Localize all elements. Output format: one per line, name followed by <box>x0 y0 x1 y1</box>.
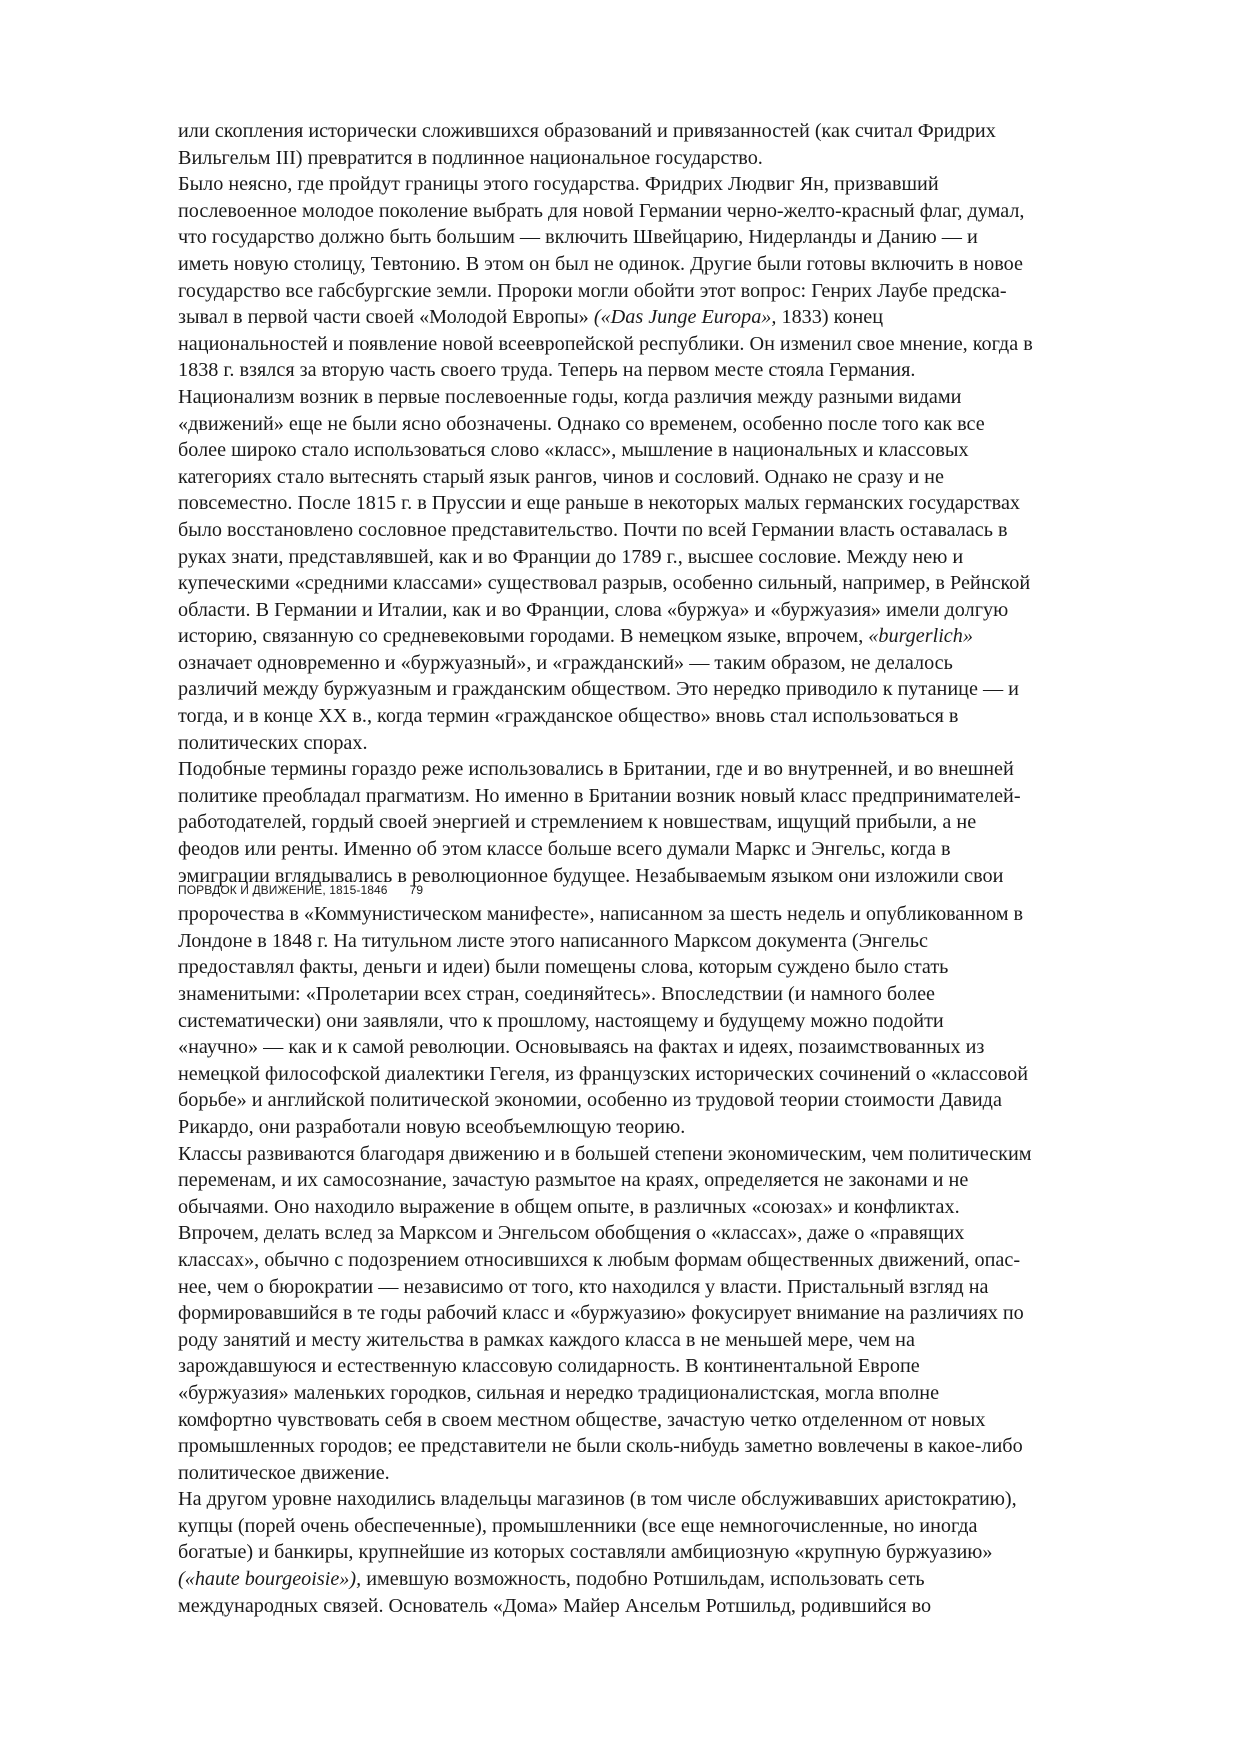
text-segment: зывал в первой части своей «Молодой Европы» <box>178 306 594 329</box>
text-block-bottom <box>178 901 1158 1619</box>
text-line: «движений» еще не были ясно обозначены. Однако со временем, особенно после того как все <box>178 412 985 435</box>
text-line: зарождавшуюся и естественную классовую солидарность. В континентальной Европе <box>178 1355 920 1378</box>
text-line: политическое движение. <box>178 1461 390 1484</box>
text-line: роду занятий и месту жительства в рамках каждого класса в не меньшей мере, чем на <box>178 1328 915 1351</box>
text-line: классах», обычно с подозрением относившихся к любым формам общественных движений, опас- <box>178 1248 1021 1271</box>
text-line: купцы (порей очень обеспеченные), промышленники (все еще немногочисленные, но иногда <box>178 1514 978 1537</box>
text-line: немецкой философской диалектики Гегеля, из французских исторических сочинений о «классовой <box>178 1062 1029 1085</box>
text-line <box>178 1566 1158 1593</box>
text-line: повсеместно. После 1815 г. в Пруссии и еще раньше в некоторых малых германских государствах <box>178 492 1020 515</box>
text-line: или скопления исторически сложившихся образований и привязанностей (как считал Фридрих <box>178 120 996 142</box>
document-page <box>178 118 1158 1619</box>
text-line: Национализм возник в первые послевоенные годы, когда различия между разными видами <box>178 385 962 408</box>
text-line: комфортно чувствовать себя в своем местном обществе, зачастую четко отделенном от новых <box>178 1408 986 1431</box>
text-line: формировавшийся в те годы рабочий класс и «буржуазию» фокусирует внимание на различиях по <box>178 1302 1024 1325</box>
text-line: области. В Германии и Италии, как и во Франции, слова «буржуа» и «буржуазия» имели долгую <box>178 598 1009 621</box>
text-line: что государство должно быть большим — включить Швейцарию, Нидерланды и Данию — и <box>178 226 978 249</box>
text-line: означает одновременно и «буржуазный», и «гражданский» — таким образом, не делалось <box>178 651 953 674</box>
text-line: послевоенное молодое поколение выбрать для новой Германии черно-желто-красный флаг, думал, <box>178 199 1025 222</box>
text-line: знаменитыми: «Пролетарии всех стран, соединяйтесь». Впоследствии (и намного более <box>178 983 935 1005</box>
text-line: государство все габсбургские земли. Пророки могли обойти этот вопрос: Генрих Лаубе предска- <box>178 279 1007 302</box>
text-line: «буржуазия» маленьких городков, сильная и нередко традиционалистская, могла вполне <box>178 1381 940 1404</box>
text-line: купеческими «средними классами» существовал разрыв, особенно сильный, например, в Рейнской <box>178 572 1031 595</box>
text-line: Рикардо, они разработали новую всеобъемлющую теорию. <box>178 1115 686 1138</box>
text-line: Вильгельм III) превратится в подлинное национальное государство. <box>178 146 763 169</box>
text-block-top <box>178 118 1158 889</box>
text-line: предоставлял факты, деньги и идеи) были помещены слова, которым суждено было стать <box>178 956 949 979</box>
text-line: иметь новую столицу, Тевтонию. В этом он был не одинок. Другие были готовы включить в новое <box>178 252 1023 275</box>
text-line: 1838 г. взялся за вторую часть своего труда. Теперь на первом месте стояла Германия. <box>178 359 916 382</box>
text-line: систематически) они заявляли, что к прошлому, настоящему и будущему можно подойти <box>178 1009 944 1032</box>
text-line: руках знати, представлявшей, как и во Франции до 1789 г., высшее сословие. Между нею и <box>178 545 964 568</box>
text-line: Впрочем, делать вслед за Марксом и Энгельсом обобщения о «классах», даже о «правящих <box>178 1222 965 1245</box>
text-line: пророчества в «Коммунистическом манифесте», написанном за шесть недель и опубликованном в <box>178 903 1024 926</box>
text-line: категориях стало вытеснять старый язык рангов, чинов и сословий. Однако не сразу и не <box>178 465 944 488</box>
text-line: было восстановлено сословное представительство. Почти по всей Германии власть оставалась в <box>178 518 1008 541</box>
text-line: тогда, и в конце XX в., когда термин «гражданское общество» вновь стал использоваться в <box>178 705 959 728</box>
text-line: богатые) и банкиры, крупнейшие из которых составляли амбициозную «крупную буржуазию» <box>178 1541 993 1564</box>
text-line: промышленных городов; ее представители не были сколь-нибудь заметно вовлечены в какое-либо <box>178 1435 1023 1458</box>
italic-term: «burgerlich» <box>868 625 973 648</box>
text-line: более широко стало использоваться слово «класс», мышление в национальных и классовых <box>178 439 969 462</box>
text-line: эмиграции вглядывались в революционное будущее. Незабываемым языком они изложили свои <box>178 864 1004 887</box>
text-segment: 1833) конец <box>776 306 884 329</box>
text-line <box>178 623 1158 650</box>
text-line: международных связей. Основатель «Дома» Майер Ансельм Ротшильд, родившийся во <box>178 1594 932 1617</box>
text-line: Лондоне в 1848 г. На титульном листе этого написанного Марксом документа (Энгельс <box>178 929 928 952</box>
text-line: Подобные термины гораздо реже использовались в Британии, где и во внутренней, и во внешней <box>178 758 1014 781</box>
italic-term: («haute bourgeoisie»), <box>178 1568 362 1591</box>
text-line: борьбе» и английской политической экономии, особенно из трудовой теории стоимости Давида <box>178 1089 1002 1112</box>
text-line: политике преобладал прагматизм. Но именно в Британии возник новый класс предпринимателей- <box>178 784 1021 807</box>
running-head-title: ПОРВДОК И ДВИЖЕНИЕ, 1815-1846 <box>178 883 388 898</box>
text-line: нее, чем о бюрократии — независимо от того, кто находился у власти. Пристальный взгляд на <box>178 1275 989 1298</box>
text-segment: историю, связанную со средневековыми городами. В немецком языке, впрочем, <box>178 625 869 648</box>
italic-title: («Das Junge Europa», <box>593 306 777 329</box>
text-line: Классы развиваются благодаря движению и в большей степени экономическим, чем политическим <box>178 1142 1032 1165</box>
text-line: политических спорах. <box>178 731 368 754</box>
text-line: «научно» — как и к самой революции. Основываясь на фактах и идеях, позаимствованных из <box>178 1036 985 1059</box>
text-line: На другом уровне находились владельцы магазинов (в том числе обслуживавших аристократию), <box>178 1488 1017 1511</box>
text-line: феодов или ренты. Именно об этом классе больше всего думали Маркс и Энгельс, когда в <box>178 838 951 861</box>
text-line: национальностей и появление новой всеевропейской республики. Он изменил свое мнение, когда в <box>178 332 1033 355</box>
text-line: переменам, и их самосознание, зачастую размытое на краях, определяется не законами и не <box>178 1169 969 1192</box>
text-line: работодателей, гордый своей энергией и стремлением к новшествам, ищущий прибыли, а не <box>178 811 977 834</box>
text-line <box>178 304 1158 331</box>
page-number: 79 <box>409 883 424 898</box>
text-line: различий между буржуазным и гражданским обществом. Это нередко приводило к путанице — и <box>178 678 1019 701</box>
text-line: обычаями. Оно находило выражение в общем опыте, в различных «союзах» и конфликтах. <box>178 1195 960 1218</box>
text-segment: имевшую возможность, подобно Ротшильдам, использовать сеть <box>361 1568 925 1591</box>
text-line: Было неясно, где пройдут границы этого государства. Фридрих Людвиг Ян, призвавший <box>178 173 939 196</box>
